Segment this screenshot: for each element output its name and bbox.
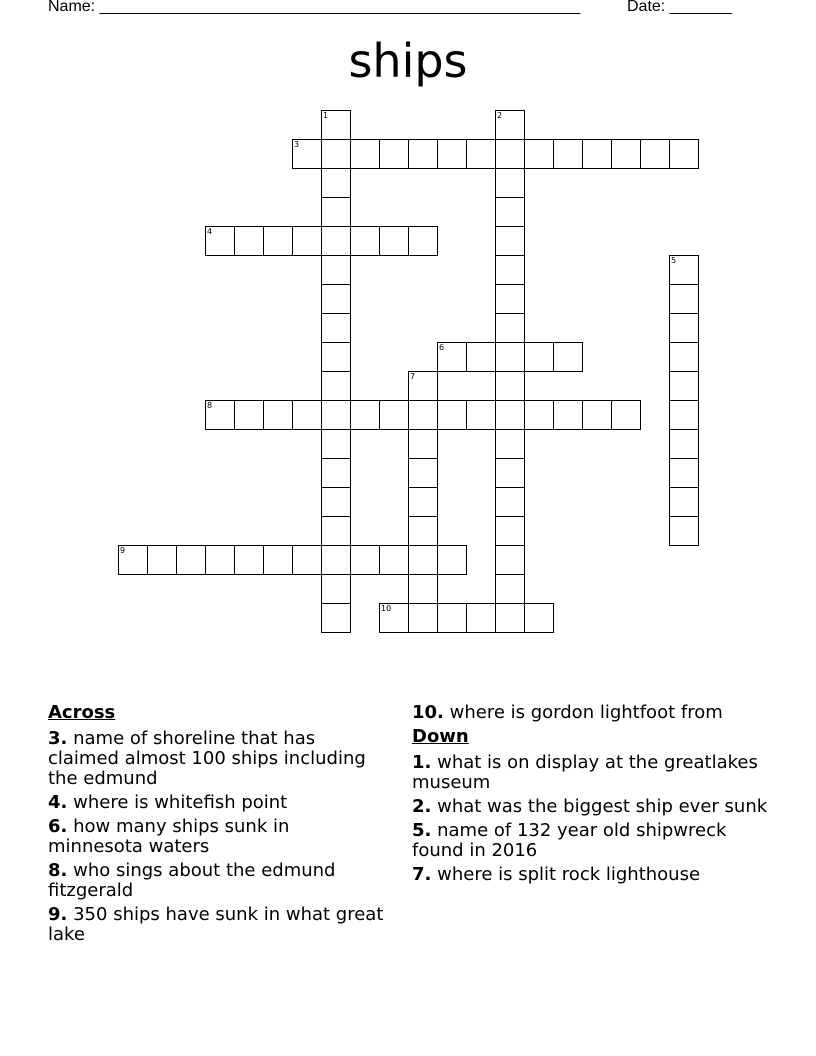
clue-across-9 <box>48 905 388 945</box>
clue-across-8 <box>48 861 388 901</box>
cell-number: 4 <box>207 227 213 236</box>
grid-cell[interactable] <box>321 487 351 517</box>
grid-cell[interactable] <box>408 429 438 459</box>
grid-cell[interactable] <box>350 545 380 575</box>
grid-cell[interactable] <box>292 226 322 256</box>
grid-cell[interactable] <box>408 139 438 169</box>
grid-cell[interactable] <box>321 458 351 488</box>
grid-cell[interactable] <box>176 545 206 575</box>
grid-cell[interactable] <box>466 139 496 169</box>
grid-cell[interactable] <box>669 342 699 372</box>
grid-cell[interactable] <box>640 139 670 169</box>
grid-cell[interactable] <box>582 139 612 169</box>
cell-number: 8 <box>207 401 213 410</box>
clue-text: who sings about the edmund fitzgerald <box>48 860 336 901</box>
clue-number: 6. <box>48 816 68 837</box>
clue-number: 8. <box>48 860 68 881</box>
cell-number: 9 <box>120 546 126 555</box>
grid-cell[interactable] <box>495 197 525 227</box>
grid-cell[interactable] <box>466 603 496 633</box>
grid-cell[interactable] <box>321 400 351 430</box>
grid-cell[interactable] <box>495 342 525 372</box>
grid-cell[interactable] <box>437 400 467 430</box>
grid-cell[interactable] <box>321 284 351 314</box>
grid-cell[interactable] <box>350 226 380 256</box>
grid-cell[interactable] <box>611 400 641 430</box>
cell-number: 7 <box>410 372 416 381</box>
clue-text: name of 132 year old shipwreck found in 2016 <box>412 820 727 861</box>
clue-text: where is split rock lighthouse <box>437 864 701 885</box>
grid-cell[interactable] <box>321 371 351 401</box>
grid-cell[interactable] <box>234 226 264 256</box>
grid-cell[interactable] <box>495 487 525 517</box>
grid-cell[interactable] <box>495 603 525 633</box>
grid-cell[interactable] <box>292 545 322 575</box>
clue-across-4 <box>48 793 388 813</box>
clue-text: how many ships sunk in minnesota waters <box>48 816 290 857</box>
grid-cell[interactable] <box>495 313 525 343</box>
cell-number: 5 <box>671 256 677 265</box>
grid-cell[interactable] <box>611 139 641 169</box>
grid-cell[interactable] <box>263 226 293 256</box>
grid-cell[interactable] <box>437 139 467 169</box>
grid-cell[interactable] <box>408 226 438 256</box>
clue-down-2 <box>412 797 772 817</box>
grid-cell[interactable] <box>234 545 264 575</box>
clue-number: 4. <box>48 792 68 813</box>
grid-cell[interactable] <box>669 429 699 459</box>
grid-cell[interactable] <box>408 574 438 604</box>
grid-cell[interactable] <box>524 139 554 169</box>
grid-cell[interactable] <box>321 603 351 633</box>
grid-cell[interactable] <box>263 545 293 575</box>
date-field-label: Date: _______ <box>627 0 732 15</box>
grid-cell[interactable] <box>524 342 554 372</box>
puzzle-title: ships <box>348 34 468 88</box>
grid-cell[interactable] <box>524 603 554 633</box>
grid-cell[interactable] <box>408 516 438 546</box>
grid-cell[interactable] <box>321 197 351 227</box>
grid-cell[interactable] <box>205 545 235 575</box>
clue-across-10 <box>412 703 772 723</box>
clue-text: name of shoreline that has claimed almost 100 ships including the edmund <box>48 728 366 789</box>
grid-cell[interactable] <box>669 487 699 517</box>
grid-cell[interactable] <box>437 603 467 633</box>
cell-number: 6 <box>439 343 445 352</box>
grid-cell[interactable] <box>321 342 351 372</box>
clue-down-5 <box>412 821 772 861</box>
clues-column-right <box>412 703 772 889</box>
grid-cell[interactable] <box>408 400 438 430</box>
grid-cell[interactable] <box>553 400 583 430</box>
grid-cell[interactable] <box>408 603 438 633</box>
grid-cell[interactable] <box>495 284 525 314</box>
grid-cell[interactable] <box>379 400 409 430</box>
grid-cell[interactable] <box>495 255 525 285</box>
grid-cell[interactable] <box>582 400 612 430</box>
grid-cell[interactable] <box>495 545 525 575</box>
grid-cell[interactable] <box>669 458 699 488</box>
grid-cell[interactable] <box>321 429 351 459</box>
grid-cell[interactable] <box>292 400 322 430</box>
clue-number: 9. <box>48 904 68 925</box>
grid-cell[interactable] <box>321 313 351 343</box>
clue-number: 10. <box>412 702 444 723</box>
cell-number: 2 <box>497 111 503 120</box>
grid-cell[interactable] <box>379 139 409 169</box>
grid-cell[interactable] <box>669 400 699 430</box>
grid-cell[interactable] <box>321 139 351 169</box>
clue-text: what is on display at the greatlakes museum <box>412 752 758 793</box>
grid-cell[interactable] <box>321 168 351 198</box>
clue-number: 5. <box>412 820 432 841</box>
clue-number: 3. <box>48 728 68 749</box>
grid-cell[interactable] <box>321 545 351 575</box>
grid-cell[interactable] <box>466 342 496 372</box>
clue-number: 1. <box>412 752 432 773</box>
grid-cell[interactable] <box>669 139 699 169</box>
clues-column-left <box>48 703 388 949</box>
grid-cell[interactable] <box>321 516 351 546</box>
clue-down-1 <box>412 753 772 793</box>
cell-number: 10 <box>381 604 392 613</box>
name-field-label: Name: ______________________________________________________ <box>48 0 581 15</box>
grid-cell[interactable] <box>408 545 438 575</box>
cell-number: 3 <box>294 140 300 149</box>
grid-cell[interactable] <box>495 574 525 604</box>
grid-cell[interactable] <box>350 400 380 430</box>
grid-cell[interactable] <box>669 371 699 401</box>
grid-cell[interactable] <box>263 400 293 430</box>
clue-number: 7. <box>412 864 432 885</box>
grid-cell[interactable] <box>321 574 351 604</box>
grid-cell[interactable] <box>669 516 699 546</box>
clue-across-6 <box>48 817 388 857</box>
grid-cell[interactable] <box>408 458 438 488</box>
cell-number: 1 <box>323 111 329 120</box>
grid-cell[interactable] <box>408 487 438 517</box>
across-heading: Across <box>48 702 116 723</box>
grid-cell[interactable] <box>495 516 525 546</box>
clue-number: 2. <box>412 796 432 817</box>
grid-cell[interactable] <box>553 139 583 169</box>
grid-cell[interactable] <box>524 400 554 430</box>
grid-cell[interactable] <box>379 545 409 575</box>
grid-cell[interactable] <box>466 400 496 430</box>
down-heading: Down <box>412 726 469 747</box>
grid-cell[interactable] <box>379 226 409 256</box>
grid-cell[interactable] <box>669 284 699 314</box>
grid-cell[interactable] <box>321 255 351 285</box>
grid-cell[interactable] <box>495 226 525 256</box>
grid-cell[interactable] <box>437 545 467 575</box>
grid-cell[interactable] <box>495 429 525 459</box>
grid-cell[interactable] <box>234 400 264 430</box>
grid-cell[interactable] <box>553 342 583 372</box>
grid-cell[interactable] <box>495 168 525 198</box>
grid-cell[interactable] <box>495 139 525 169</box>
grid-cell[interactable] <box>495 458 525 488</box>
clue-text: what was the biggest ship ever sunk <box>437 796 768 817</box>
grid-cell[interactable] <box>495 371 525 401</box>
clue-text: 350 ships have sunk in what great lake <box>48 904 384 945</box>
grid-cell[interactable] <box>495 400 525 430</box>
clue-text: where is gordon lightfoot from <box>449 702 723 723</box>
grid-cell[interactable] <box>350 139 380 169</box>
grid-cell[interactable] <box>321 226 351 256</box>
grid-cell[interactable] <box>147 545 177 575</box>
grid-cell[interactable] <box>669 313 699 343</box>
clue-text: where is whitefish point <box>73 792 288 813</box>
clue-across-3 <box>48 729 388 789</box>
clue-down-7 <box>412 865 772 885</box>
